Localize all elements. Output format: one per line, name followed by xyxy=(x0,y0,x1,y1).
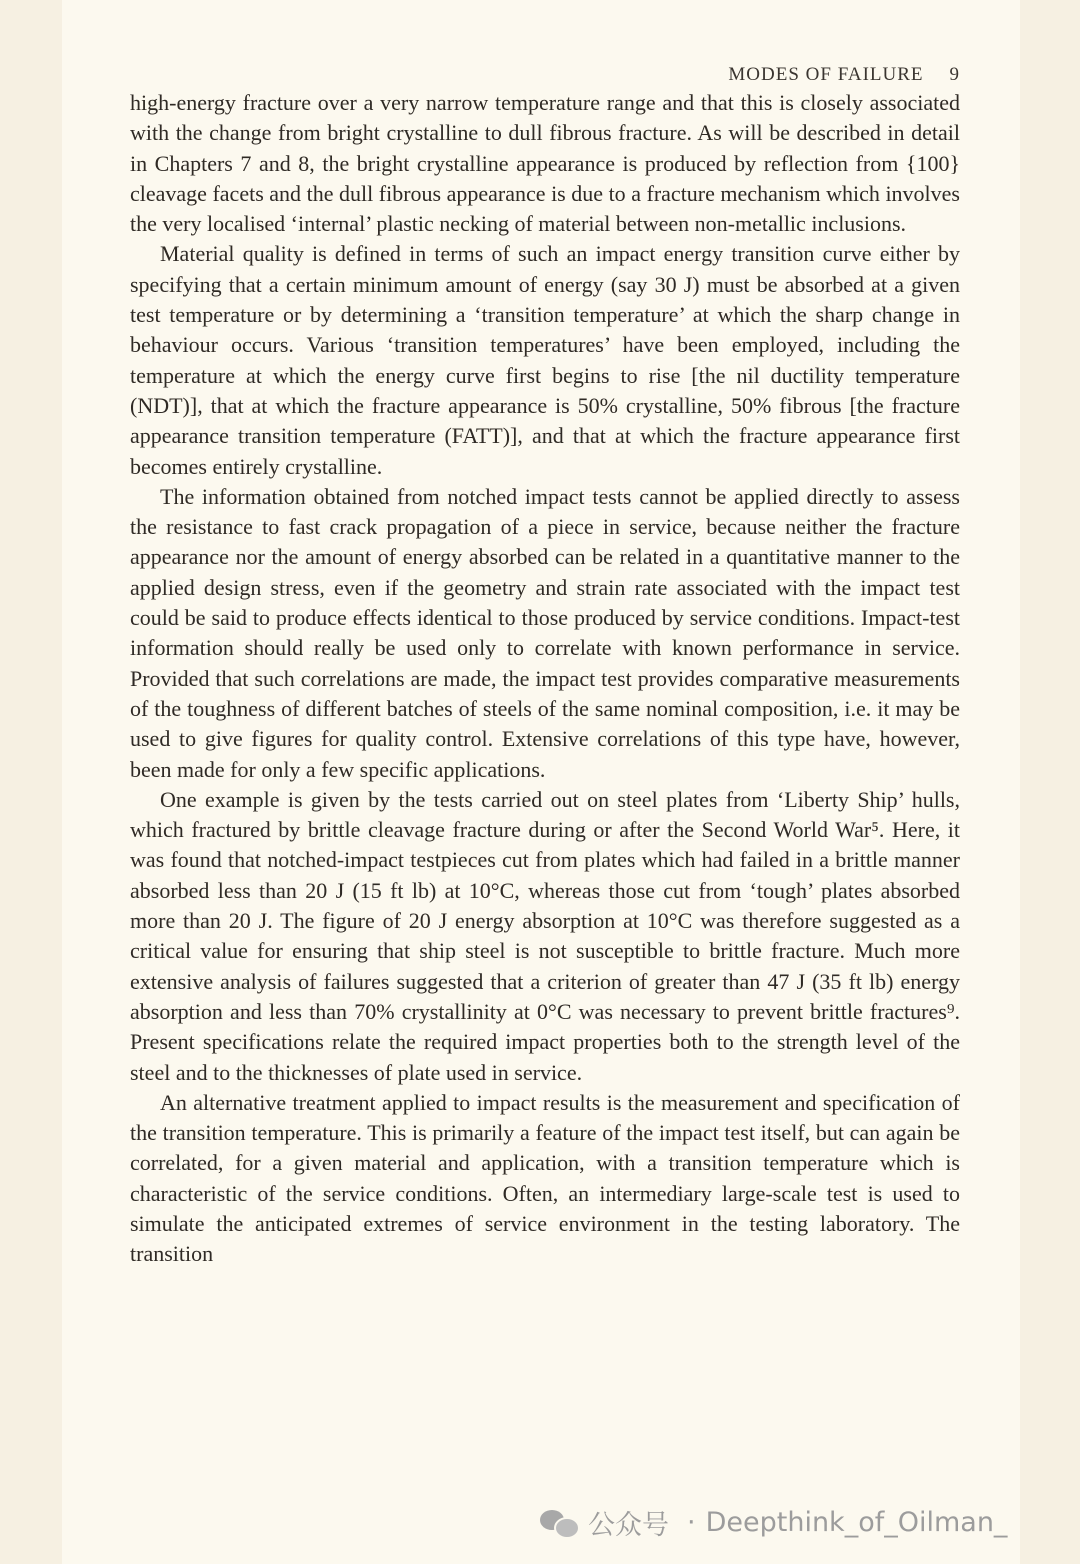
body-text xyxy=(130,88,960,1270)
paragraph-5: An alternative treatment applied to impact results is the measurement and specification of the transition temperature. This is primarily a feature of the impact test itself, but can again be correlated, for a given material and application, with a transition temperature which is characteristic of the service conditions. Often, an intermediary large-scale test is used to simulate the anticipated extremes of service environment in the testing laboratory. The transition xyxy=(130,1089,960,1267)
running-title: MODES OF FAILURE xyxy=(728,64,924,85)
watermark-platform: 公众号 xyxy=(588,1509,669,1541)
paragraph-3: The information obtained from notched impact tests cannot be applied directly to assess the resistance to fast crack propagation of a piece in service, because neither the fracture appearance nor the amount of energy absorbed can be related in a quantitative manner to the applied design stress, even if the geometry and strain rate associated with the impact test could be said to produce effects identical to those produced by service conditions. Impact-test information should really be used only to correlate with known performance in service. Provided that such correlations are made, the impact test provides comparative measurements of the toughness of different batches of steels of the same nominal composition, i.e. it may be used to give figures for quality control. Extensive correlations of this type have, however, been made for only a few specific applications. xyxy=(130,483,960,782)
watermark xyxy=(540,1502,1060,1542)
paragraph-2: Material quality is defined in terms of such an impact energy transition curve either by specifying that a certain minimum amount of energy (say 30 J) must be absorbed at a given test temperature or by determining a ‘transition temperature’ at which the sharp change in behaviour occurs. Various ‘transition temperatures’ have been employed, including the temperature at which the energy curve first begins to rise [the nil ductility temperature (NDT)], that at which the fracture appearance is 50% crystalline, 50% fibrous [the fracture appearance transition temperature (FATT)], and that at which the fracture appearance first becomes entirely crystalline. xyxy=(130,241,960,479)
paragraph-1: high-energy fracture over a very narrow temperature range and that this is closely associated with the change from bright crystalline to dull fibrous fracture. As will be described in detail in Chapters 7 and 8, the bright crystalline appearance is produced by reflection from {100} cleavage facets and the dull fibrous appearance is due to a fracture mechanism which involves the very localised ‘internal’ plastic necking of material between non-metallic inclusions. xyxy=(130,90,960,237)
wechat-icon xyxy=(540,1506,580,1538)
page-number: 9 xyxy=(949,64,960,85)
paragraph-4: One example is given by the tests carried out on steel plates from ‘Liberty Ship’ hulls, which fractured by brittle cleavage fracture during or after the Second World War⁵. Here, it was found that notched-impact testpieces cut from plates which had failed in a brittle manner absorbed less than 20 J (15 ft lb) at 10°C, whereas those cut from ‘tough’ plates absorbed more than 20 J. The figure of 20 J energy absorption at 10°C was therefore suggested as a critical value for ensuring that ship steel is not susceptible to brittle fracture. Much more extensive analysis of failures suggested that a criterion of greater than 47 J (35 ft lb) energy absorption and less than 70% crystallinity at 0°C was necessary to prevent brittle fractures⁹. Present specifications relate the required impact properties both to the strength level of the steel and to the thicknesses of plate used in service. xyxy=(130,786,960,1085)
watermark-separator: · xyxy=(687,1506,696,1538)
watermark-account: Deepthink_of_Oilman_ xyxy=(705,1506,1008,1538)
